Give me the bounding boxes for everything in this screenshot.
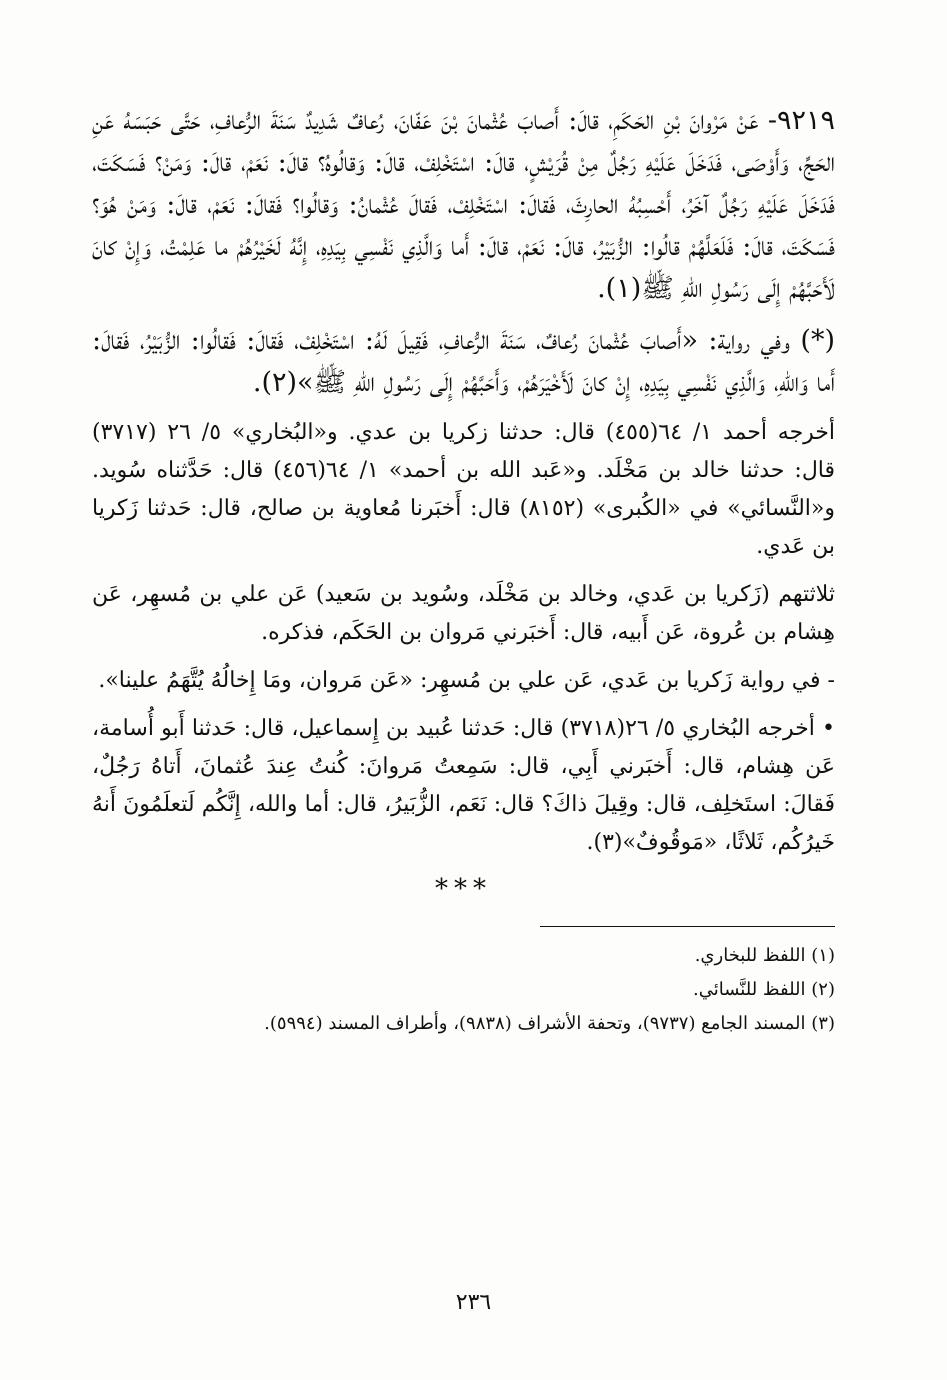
page-number: ٢٣٦ [455,1290,492,1315]
takhrij-paragraph-4: • أخرجه البُخاري ٥/ ٢٦(٣٧١٨) قال: حَدثنا عُبيد بن إِسماعيل، قال: حَدثنا أَبو أُسامة، عَن هِشام، قال: أَخبَرني أَبِي، قال: سَمِعتُ مَروانَ: كُنتُ عِندَ عُثمانَ، أَتاهُ رَجُلٌ، فَقالَ: استَخلِف، قال: وقِيلَ ذاكَ؟ قال: نَعَم، الزُّبَيرُ، قال: أما والله، إِنَّكُم لَتعلَمُونَ أَنهُ خَيرُكُم، ثَلاثًا، «مَوقُوفٌ»(٣). [92,716,835,855]
hadith-main-text: ٩٢١٩- عَنْ مَرْوانَ بْنِ الحَكَمِ، قالَ: أَصابَ عُثْمانَ بْنَ عَفّانَ، رُعافٌ شَدِيدٌ سَنَةَ الرُّعافِ، حَتَّى حَبَسَهُ عَنِ الحَجِّ، وَأَوْصَى، فَدَخَلَ عَلَيْهِ رَجُلٌ مِنْ قُرَيْشٍ، قالَ: اسْتَخْلِفْ، قالَ: وَقالُوهُ؟ قالَ: نَعَمْ، قالَ: وَمَنْ؟ فَسَكَتَ، فَدَخَلَ عَلَيْهِ رَجُلٌ آخَرُ، أَحْسِبُهُ الحارِثَ، فَقالَ: اسْتَخْلِفْ، فَقالَ عُثْمانُ: وَقالُوا؟ فَقالَ: نَعَمْ، قالَ: وَمَنْ هُوَ؟ فَسَكَتَ، قالَ: فَلَعَلَّهُمْ قالُوا: الزُّبَيْرُ، قالَ: نَعَمْ، قالَ: أَما وَالَّذِي نَفْسِي بِيَدِهِ، إِنَّهُ لَخَيْرُهُمْ ما عَلِمْتُ، وَإِنْ كانَ لَأَحَبَّهُمْ إِلَى رَسُولِ اللهِ ﷺ(١). [92,105,835,304]
footnote-2: (٢) اللفظ للنَّسائي. [693,979,835,1000]
hadith-variant-text: (*) وفي رواية: «أَصابَ عُثْمانَ رُعافٌ، سَنَةَ الرُّعافِ، فَقِيلَ لَهُ: اسْتَخْلِفْ، فَقالَ: فَقالُوا: الزُّبَيْرُ، فَقالَ: أَما وَاللهِ، وَالَّذِي نَفْسِي بِيَدِهِ، إِنْ كانَ لَأَخْيَرَهُمْ، وَأَحَبَّهُمْ إِلَى رَسُولِ اللهِ ﷺ»(٢). [92,325,835,398]
footnote-divider [540,926,835,927]
takhrij-paragraph-1: أخرجه أحمد ١/ ٦٤(٤٥٥) قال: حدثنا زكريا بن عدي. و«البُخاري» ٥/ ٢٦ (٣٧١٧) قال: حدثنا خالد بن مَخْلَد. و«عَبد الله بن أحمد» ١/ ٦٤(٤٥٦) قال: حَدَّثناه سُويد. و«النَّسائي» في «الكُبرى» (٨١٥٢) قال: أَخبَرنا مُعاوية بن صالح، قال: حَدثنا زَكريا بن عَدي. [92,420,836,559]
takhrij-paragraph-2: ثلاثتهم (زَكريا بن عَدي، وخالد بن مَخْلَد، وسُويد بن سَعيد) عَن علي بن مُسهِر، عَن هِشام بن عُروة، عَن أَبيه، قال: أَخبَرني مَروان بن الحَكَم، فذكره. [92,582,835,645]
section-separator: *** [435,874,492,904]
footnote-1: (١) اللفظ للبخاري. [694,945,835,966]
footnote-3: (٣) المسند الجامع (٩٧٣٧)، وتحفة الأشراف (٩٨٣٨)، وأطراف المسند (٥٩٩٤). [264,1013,835,1034]
takhrij-paragraph-3: - في رواية زَكريا بن عَدي، عَن علي بن مُسهِر: «عَن مَروان، ومَا إِخالُهُ يُتَّهَمُ علينا». [98,668,835,693]
